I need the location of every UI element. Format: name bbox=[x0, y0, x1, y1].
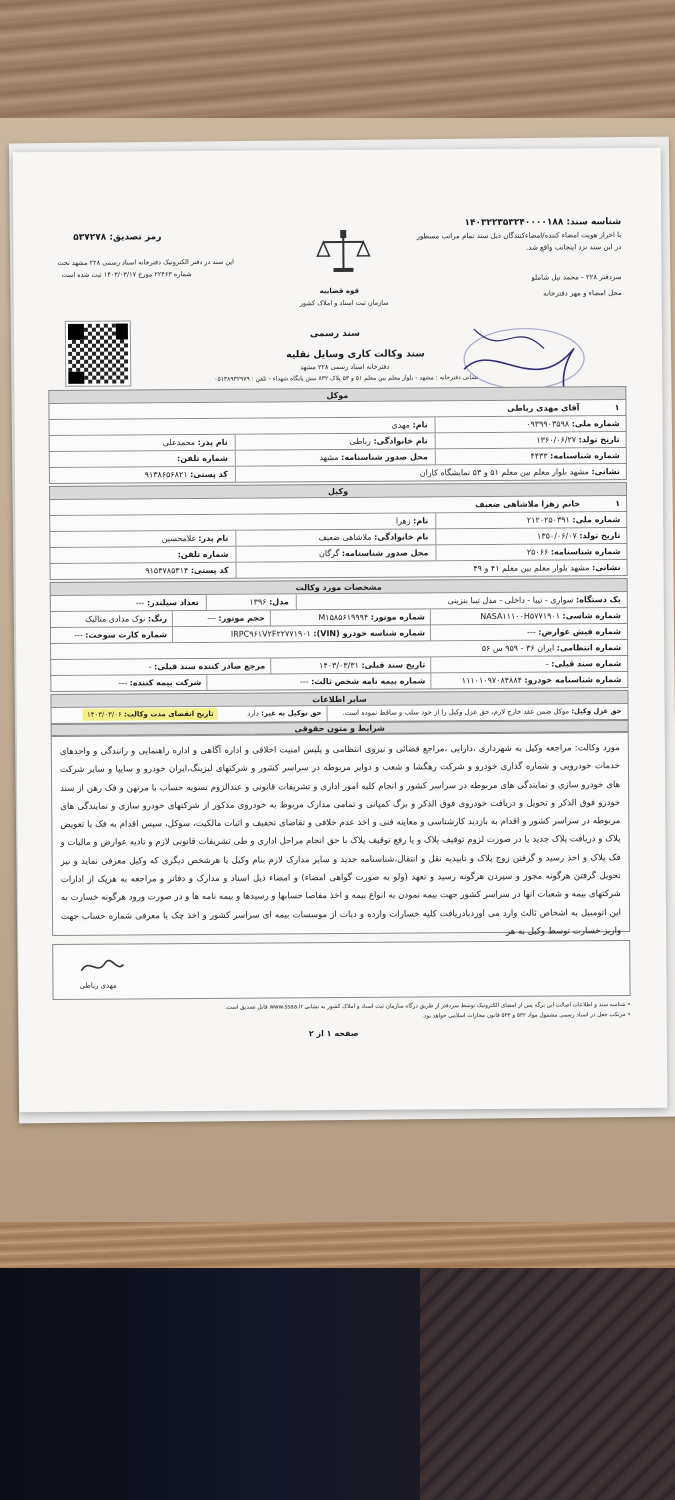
principal-full-name: آقای مهدی رباطی bbox=[507, 403, 580, 413]
divider bbox=[235, 531, 236, 546]
vehicle-section-title: مشخصات مورد وکالت bbox=[50, 578, 628, 596]
terms-body: مورد وکالت: مراجعه وکیل به شهرداری ،دارایی ،مراجع قضائی و نیروی انتظامی و پلیس امنیت اخلاقی و اداره آگاهی و اداره راهنمایی و رانندگی و واحدهای خدمات خودرویی و شماره گذاری خودرو و شرکت رهگشا و شعب و دوایر مربوطه در سراسر کشور و شرکتهای لیزینگ،ایران خودرو و سایپا و سایر شرکت های خودرو سازی و نمایندگی های مربوطه در سراسر کشور و انجام کلیه امور اداری و تشریفات قانونی و عندالزوم تسویه حساب با مرتهن و فک رهن از سند خودرو فوق الذکر و تحویل و دریافت خودروی فوق الذکر و برگ کمپانی و تمامی مدارک مربوط به خودروی مذکور از شرکتهای خودرو سازی و نمایندگی های مربوطه در سراسر کشور و اقدام به بازدید کارشناسی و معاینه فنی و اخذ عدم خلافی و تقاضای تخفیف و اثبات مالکیت، سوکل، سپس اقدام به فک یا تعویض پلاک و دریافت پلاک جدید یا در صورت لزوم توقیف پلاک و یا رفع توقیف پلاک با حق انجام مراحل اداری و طی تشریفات قانونی لازم و تادیه عوارض و مالیات و فک پلاک و اخذ رسید و گرفتن زوج پلاک و تاییدیه نقل و انتقال،شناسنامه جدید و سایر مدارک لازم بنام وکیل یا هرشخص دیگری که وکیل معرفی نماید و نیز تحویل گرفتن هرگونه مجوز و سپردن هرگونه رسید و تعهد (ولو به صورت گواهی امضاء) و امضاء ذیل اسناد و مدارک و دفاتر و مراجعه به هریک از ادارات شرکتهای بیمه و شعبات انها در سراسر کشور جهت بیمه نمودن به انواع بیمه و اخذ مفاصا حسابها و رسیدها و بیمه نامه ها و در صورت ورود هرگونه خسارت به این اتومبیل به اشخاص ثالث وارد می اوردیادریافت کلیه خسارات وارده و دیات از موسسات بیمه ای سراسر کشور و اخذ چک یا معرفی شماره حساب جهت واریز خسارت توسط وکیل به هر bbox=[51, 732, 630, 936]
principal-row-number: ۱ bbox=[614, 403, 620, 413]
vehicle-id-label: شماره شناسنامه خودرو: bbox=[524, 675, 622, 685]
signature-box bbox=[52, 940, 630, 1000]
principal-first-name: مهدی bbox=[391, 420, 410, 430]
judiciary-emblem-icon bbox=[313, 224, 373, 284]
divider bbox=[435, 513, 436, 528]
vehicle-engine-label: شماره موتور: bbox=[370, 612, 425, 622]
vehicle-kind: سواری - تیبا - داخلی - مدل تیبا بنزینی bbox=[447, 595, 574, 606]
agent-postal: ۹۱۵۴۷۸۵۳۱۴ bbox=[145, 566, 189, 576]
agent-row-number: ۱ bbox=[615, 499, 621, 509]
divider bbox=[435, 449, 436, 464]
principal-id-no-label: شماره شناسنامه: bbox=[550, 451, 620, 461]
agent-first-name: زهرا bbox=[395, 516, 411, 526]
vehicle-plate: ایران ۳۶ - ۹۵۹ س ۵۶ bbox=[481, 643, 555, 654]
vehicle-insurance: --- bbox=[299, 677, 309, 687]
principal-last-name: رباطی bbox=[349, 436, 371, 446]
divider bbox=[435, 529, 436, 544]
revoke-value: موکل ضمن عقد خارج لازم، حق عزل وکیل را از خود سلب و ساقط نموده است. bbox=[342, 707, 570, 717]
agent-phone-label: شماره تلفن: bbox=[177, 549, 229, 560]
terms-section-title: شرایط و متون حقوقی bbox=[51, 720, 629, 736]
principal-last-name-label: نام خانوادگی: bbox=[373, 436, 428, 446]
doc-type: سند رسمی bbox=[309, 328, 360, 340]
principal-address: مشهد بلوار معلم بین معلم ۵۱ و ۵۳ نمایشگاه کاران bbox=[419, 467, 589, 478]
agent-id-no: ۲۵۰۶۶ bbox=[526, 547, 549, 557]
principal-first-name-label: نام: bbox=[412, 420, 428, 430]
office-line: دفترخانه اسناد رسمی ۲۲۸ مشهد bbox=[300, 362, 390, 372]
doc-id-label: شناسه سند: bbox=[566, 217, 622, 228]
agent-row-4 bbox=[50, 560, 628, 580]
vehicle-prev-doc: - bbox=[545, 659, 549, 669]
principal-id-no: ۴۴۳۳ bbox=[530, 451, 548, 461]
vehicle-engine-vol-label: حجم موتور: bbox=[218, 613, 265, 623]
principal-issue: مشهد bbox=[319, 453, 339, 463]
verify-line-2: در این سند نزد اینجانب واقع شد. bbox=[526, 243, 622, 252]
verify-line-1: با احراز هویت امضاء کننده/امضاءکنندگان ذیل سند تمام مراتب مسطور bbox=[416, 231, 622, 241]
expiry-label: تاریخ انقضای مدت وکالت: bbox=[123, 709, 214, 719]
delegate-value: دارد bbox=[247, 709, 259, 718]
divider bbox=[430, 625, 431, 640]
expiry-highlight bbox=[83, 708, 218, 721]
agent-national-id-label: شماره ملی: bbox=[572, 515, 621, 525]
vehicle-prev-ref: - bbox=[148, 662, 152, 672]
divider bbox=[270, 610, 271, 625]
principal-issue-label: محل صدور شناسنامه: bbox=[341, 452, 428, 462]
divider bbox=[206, 675, 207, 690]
vehicle-prev-doc-label: شماره سند قبلی: bbox=[551, 659, 622, 669]
qr-code bbox=[66, 321, 130, 385]
divider bbox=[430, 673, 431, 688]
agent-postal-label: کد پستی: bbox=[190, 565, 229, 576]
divider bbox=[235, 467, 236, 482]
vehicle-model: ۱۳۹۶ bbox=[249, 597, 267, 607]
code-value: ۵۳۷۲۷۸ bbox=[73, 232, 107, 243]
vehicle-engine-vol: --- bbox=[207, 613, 217, 623]
desk-edge bbox=[0, 1222, 675, 1270]
vehicle-chassis-label: شماره شاسی: bbox=[562, 611, 621, 621]
vehicle-insurance-label: شماره بیمه نامه شخص ثالث: bbox=[311, 676, 426, 687]
notary-line: سردفتر ۲۲۸ - محمد نیل شاملو bbox=[531, 273, 622, 282]
divider bbox=[435, 545, 436, 560]
divider bbox=[236, 563, 237, 578]
divider bbox=[435, 417, 436, 432]
divider bbox=[296, 594, 297, 609]
agent-id-no-label: شماره شناسنامه: bbox=[550, 547, 621, 557]
revoke-label: حق عزل وکیل: bbox=[571, 707, 622, 716]
page-number: صفحه ۱ از ۲ bbox=[308, 1028, 359, 1039]
principal-address-label: نشانی: bbox=[591, 467, 620, 477]
org-name: سازمان ثبت اسناد و املاک کشور bbox=[299, 298, 389, 308]
delegate-label: حق توکیل به غیر: bbox=[261, 709, 322, 718]
footer-note-2: • مرتکب جعل در اسناد رسمی مشمول مواد ۵۳۲ و ۵۳۳ قانون مجازات اسلامی خواهد بود. bbox=[422, 1011, 631, 1020]
doc-id-row bbox=[464, 218, 621, 229]
carpet-pattern bbox=[420, 1268, 675, 1500]
vehicle-insurer-label: شرکت بیمه کننده: bbox=[129, 677, 202, 688]
principal-postal-label: کد پستی: bbox=[190, 469, 228, 480]
footer-note-1: • شناسه سند و اطلاعات اصالت این برگه پس از امضای الکترونیک توسط سردفتر از طریق درگاه سازمان ثبت اسناد و املاک کشور به نشانی www.ssaa.ir قابل تصدیق است. bbox=[224, 1001, 631, 1011]
principal-birth: ۱۳۶۰/۰۶/۲۷ bbox=[536, 435, 577, 445]
vehicle-id: ۱۱۱۰۱۰۹۷۰۸۴۸۸۴ bbox=[461, 675, 522, 686]
agent-birth-label: تاریخ تولد: bbox=[579, 531, 621, 541]
code-label: رمز تصدیق: bbox=[109, 232, 162, 243]
address-line: نشانی دفترخانه : مشهد - بلوار معلم بین معلم ۵۱ و ۵۳ پلاک ۸۳۲ نبش پایگاه شهداء - تلفن : ۰۵۱۳۸۹۳۲۹۷۹ bbox=[214, 374, 479, 383]
signature-name: مهدی رباطی bbox=[79, 981, 117, 990]
divider bbox=[172, 611, 173, 626]
principal-postal: ۹۱۳۸۶۵۶۸۲۱ bbox=[144, 470, 188, 480]
expiry-value: ۱۴۰۳/۰۳/۰۶ bbox=[86, 710, 122, 719]
principal-section-title: موکل bbox=[48, 386, 626, 404]
agent-first-name-label: نام: bbox=[413, 516, 429, 526]
agent-father-label: نام پدر: bbox=[198, 533, 229, 543]
divider bbox=[235, 547, 236, 562]
vehicle-cyl-label: تعداد سیلندر: bbox=[146, 597, 199, 608]
vehicle-kind-label: یک دستگاه: bbox=[575, 595, 621, 605]
vehicle-prev-date: ۱۴۰۳/۰۳/۳۱ bbox=[319, 660, 359, 671]
principal-row-4 bbox=[49, 464, 627, 484]
principal-father-label: نام پدر: bbox=[197, 437, 228, 447]
vehicle-color-label: رنگ: bbox=[147, 614, 167, 624]
principal-father: محمدعلی bbox=[162, 438, 196, 448]
vehicle-plate-label: شماره انتظامی: bbox=[556, 643, 622, 653]
divider bbox=[270, 658, 271, 673]
other-section-title: سایر اطلاعات bbox=[50, 690, 628, 708]
principal-birth-label: تاریخ تولد: bbox=[578, 435, 620, 445]
vehicle-chassis: NASA۱۱۱۰۰H۵۷۷۱۹۰۱ bbox=[480, 611, 561, 622]
principal-phone-label: شماره تلفن: bbox=[176, 453, 228, 464]
org-sub: قوه قضاییه bbox=[319, 286, 360, 296]
vehicle-bill: --- bbox=[527, 627, 536, 637]
reg-line-1: این سند در دفتر الکترونیک دفترخانه اسناد رسمی ۲۲۸ مشهد تحت bbox=[57, 257, 235, 267]
doc-title: سند وکالت کاری وسایل نقلیه bbox=[286, 348, 425, 361]
vehicle-cyl: --- bbox=[135, 598, 145, 608]
agent-issue: گرگان bbox=[318, 549, 340, 559]
vehicle-fuel-card: --- bbox=[74, 630, 83, 640]
doc-id-value: ۱۴۰۳۲۲۳۵۳۲۴۰۰۰۰۱۸۸ bbox=[464, 217, 564, 229]
vehicle-model-label: مدل: bbox=[269, 597, 289, 607]
divider bbox=[172, 627, 173, 642]
document-page bbox=[13, 148, 668, 1113]
divider bbox=[235, 435, 236, 450]
reg-line-2: شماره ۲۲۴۶۳ مورخ ۱۴۰۳/۰۳/۱۷ ثبت شده است bbox=[61, 270, 192, 279]
agent-section-title: وکیل bbox=[49, 482, 627, 500]
divider bbox=[206, 595, 207, 610]
vehicle-prev-ref-label: مرجع صادر کننده سند قبلی: bbox=[154, 661, 266, 672]
divider bbox=[435, 433, 436, 448]
signature-mark-icon bbox=[77, 952, 127, 980]
principal-national-id-label: شماره ملی: bbox=[571, 419, 620, 429]
agent-last-name: ملاشاهی ضعیف bbox=[318, 532, 372, 543]
divider bbox=[430, 609, 431, 624]
wood-wall-background bbox=[0, 0, 675, 135]
vehicle-prev-date-label: تاریخ سند قبلی: bbox=[361, 660, 426, 670]
principal-national-id: ۰۹۳۹۹۰۳۵۹۸ bbox=[526, 419, 570, 429]
agent-issue-label: محل صدور شناسنامه: bbox=[341, 548, 429, 558]
divider bbox=[327, 706, 328, 721]
agent-last-name-label: نام خانوادگی: bbox=[374, 532, 429, 542]
agent-address-label: نشانی: bbox=[592, 563, 621, 573]
agent-national-id: ۲۱۲۰۲۵۰۳۹۱ bbox=[526, 515, 570, 525]
agent-address: مشهد بلوار معلم بین معلم ۴۱ و ۴۹ bbox=[473, 563, 590, 574]
vehicle-vin-label: شماره شناسه خودرو (VIN): bbox=[313, 628, 426, 639]
divider bbox=[430, 657, 431, 672]
seal-line: محل امضاء و مهر دفترخانه bbox=[543, 289, 622, 298]
vehicle-row-6 bbox=[50, 672, 628, 692]
divider bbox=[235, 451, 236, 466]
vehicle-fuel-card-label: شماره کارت سوخت: bbox=[85, 630, 168, 640]
code-row bbox=[73, 233, 161, 244]
vehicle-engine: M۱۵۸۵۶۱۹۹۹۴ bbox=[318, 612, 369, 623]
vehicle-insurer: --- bbox=[118, 678, 128, 688]
agent-father: غلامحسین bbox=[161, 534, 196, 544]
vehicle-color: نوک مدادی متالیک bbox=[85, 614, 146, 624]
agent-full-name: خانم زهرا ملاشاهی ضعیف bbox=[475, 499, 581, 510]
agent-birth: ۱۳۵۰/۰۶/۰۷ bbox=[536, 531, 577, 541]
vehicle-vin: IRPC۹۶۱V۲F۲۲۷۷۱۹۰۱ bbox=[230, 629, 311, 639]
vehicle-bill-label: شماره فیش عوارض: bbox=[538, 627, 622, 637]
